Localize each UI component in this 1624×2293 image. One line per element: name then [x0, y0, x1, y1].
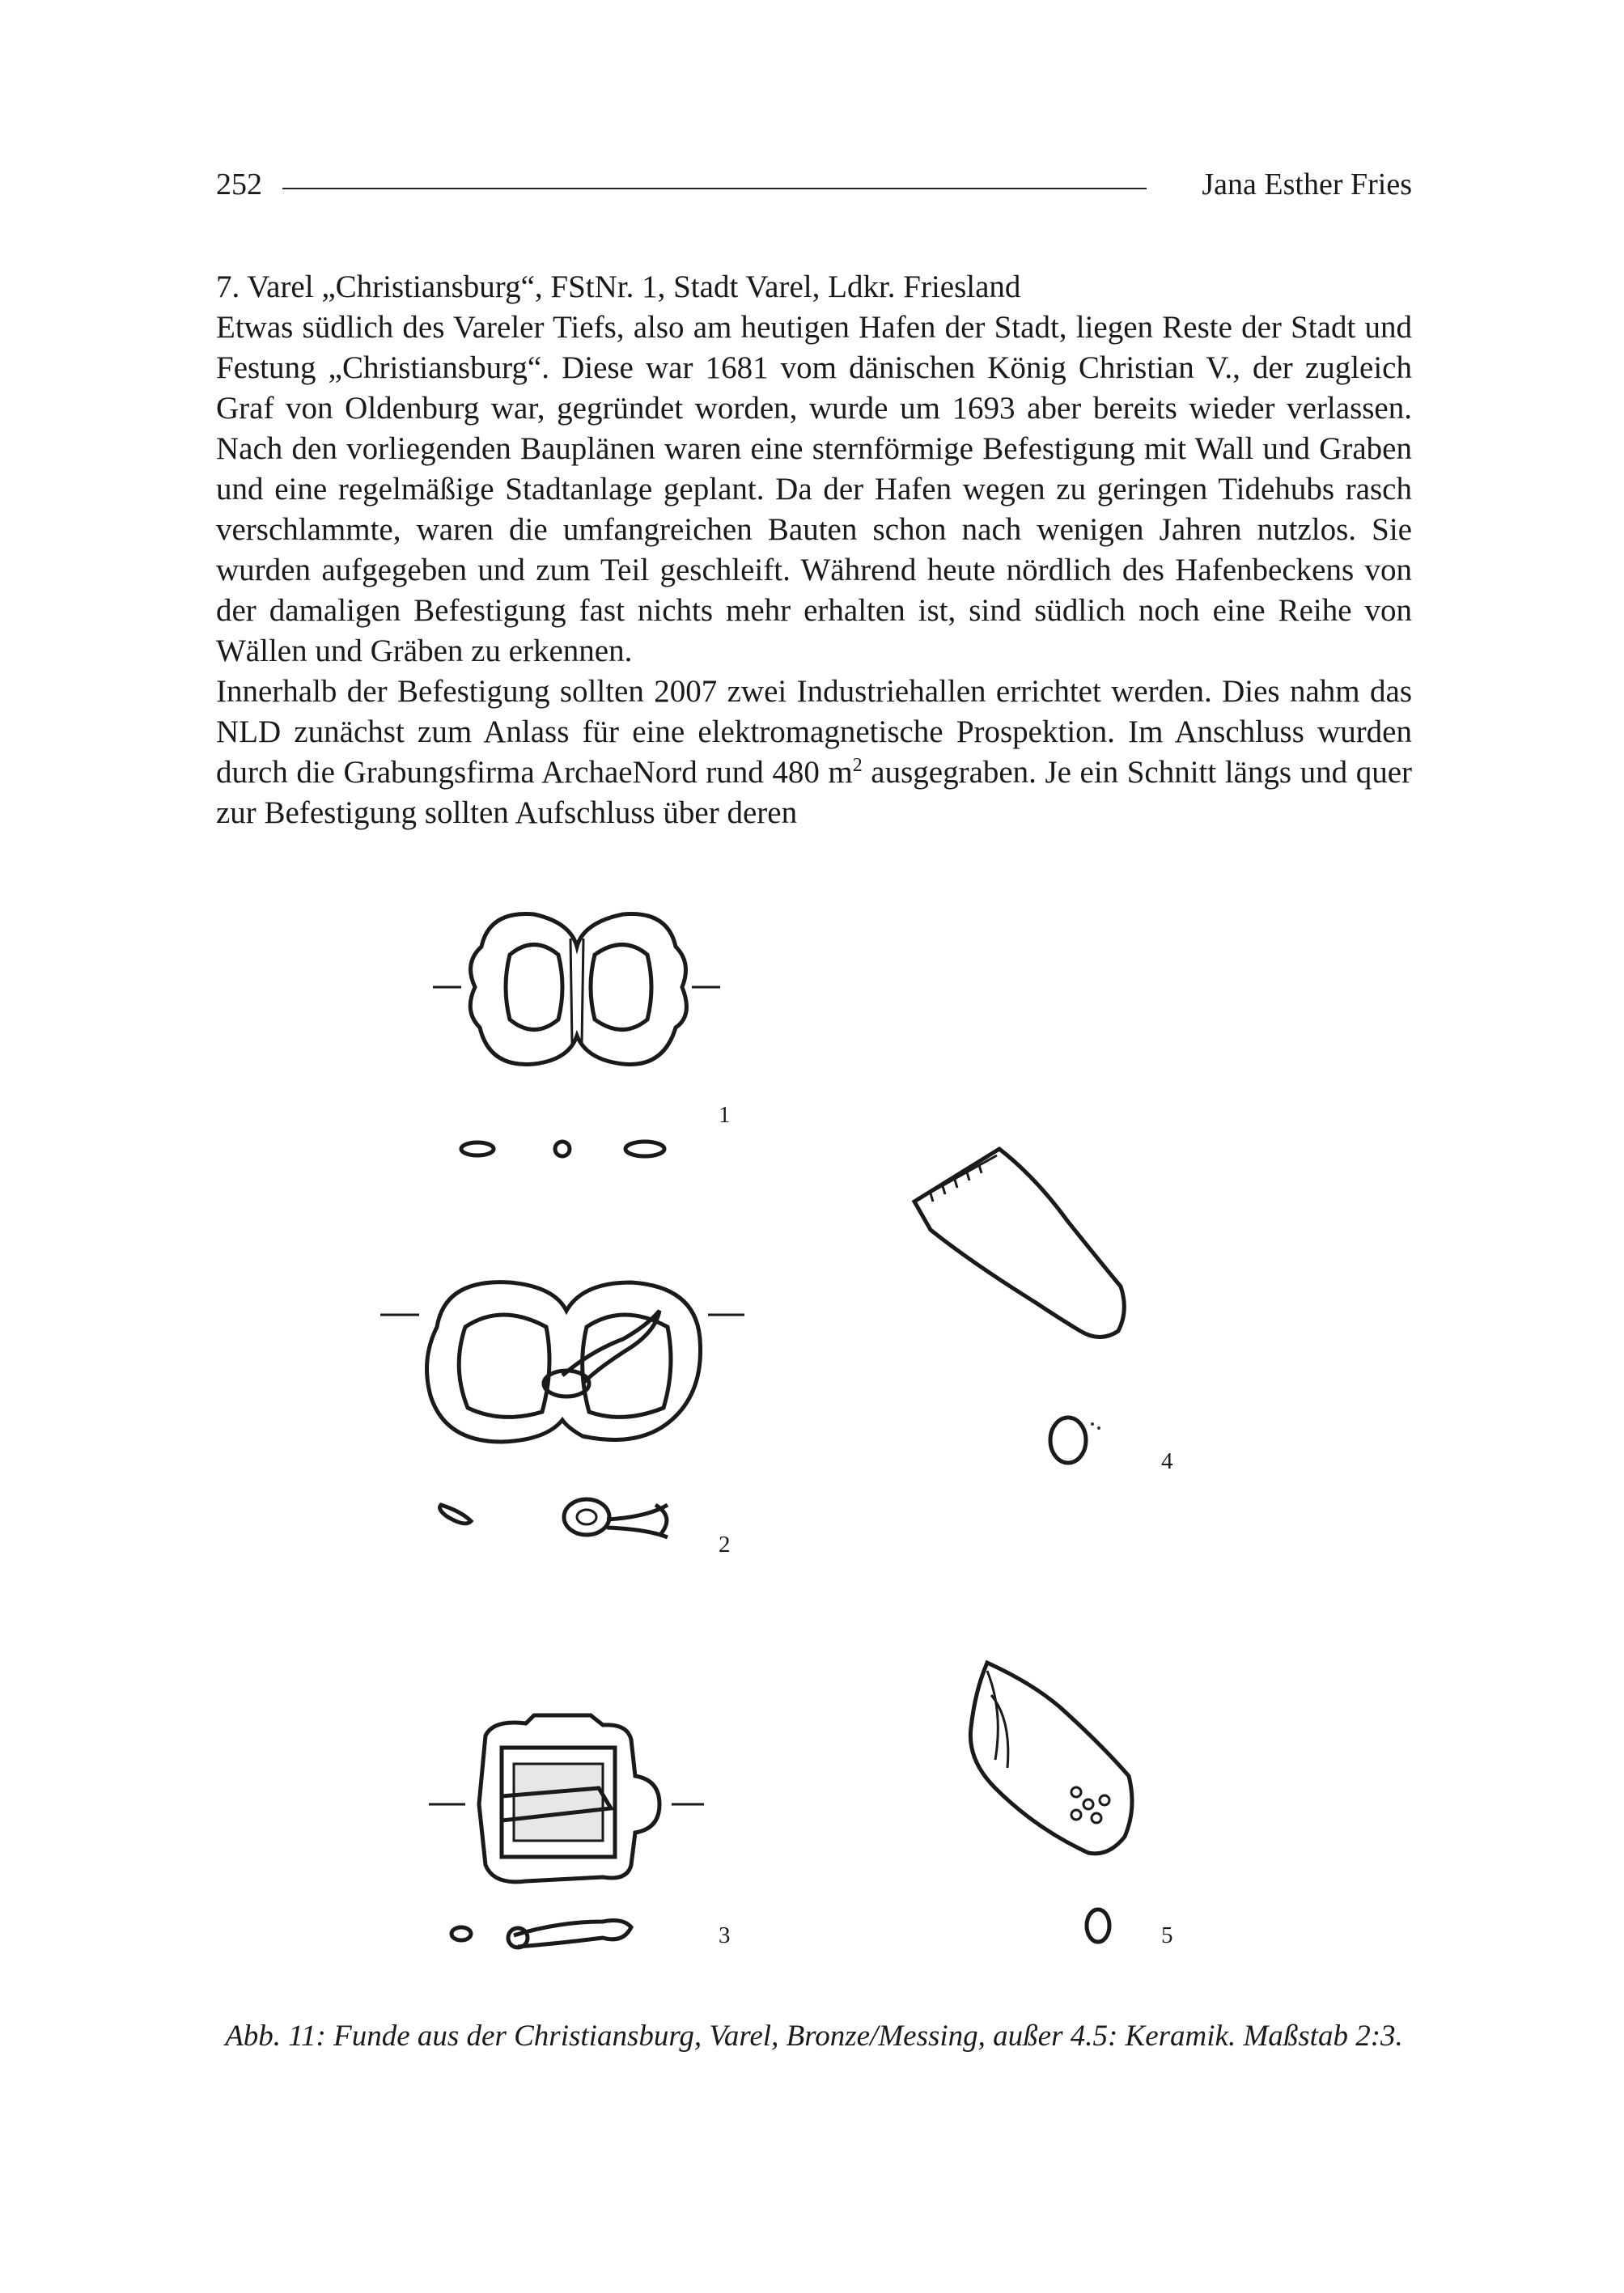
figure-label-2: 2 — [719, 1532, 731, 1558]
find-1-double-buckle-drawing — [433, 906, 724, 1173]
figure-caption: Abb. 11: Funde aus der Christiansburg, Varel, Bronze/Messing, außer 4.5: Keramik. Maßstab 2:3. — [225, 2020, 1403, 2053]
superscript-squared: 2 — [852, 755, 863, 776]
find-2-buckle-drawing — [380, 1262, 753, 1586]
figure-label-1: 1 — [719, 1102, 731, 1128]
find-3-rectangular-buckle-drawing — [429, 1715, 720, 1958]
section-title: 7. Varel „Christiansburg“, FStNr. 1, Stadt Varel, Ldkr. Friesland — [216, 269, 1021, 304]
page-number: 252 — [216, 167, 262, 201]
running-head-author: Jana Esther Fries — [1202, 167, 1412, 201]
find-4-ceramic-fragment-drawing — [906, 1149, 1181, 1473]
figure-label-5: 5 — [1161, 1922, 1173, 1948]
paragraph-history: Etwas südlich des Vareler Tiefs, also am heutigen Hafen der Stadt, liegen Reste der Stadt und Festung „Christiansburg“. Diese war 1681 vom dänischen König Christian V., der zugleich Graf von Oldenburg war, gegründet worden, wurde um 1693 aber bereits wieder verlassen. Nach den vorliegenden Bauplänen waren eine sternförmige Befestigung mit Wall und Graben und eine regelmäßige Stadtanlage geplant. Da der Hafen wegen zu geringen Tidehubs rasch verschlammte, waren die umfangreichen Bauten schon nach wenigen Jahren nutzlos. Sie wurden aufgegeben und zum Teil geschleift. Während heute nördlich des Hafenbeckens von der damaligen Befestigung fast nichts mehr erhalten ist, sind südlich noch eine Reihe von Wällen und Gräben zu erkennen. — [216, 310, 1412, 668]
find-5-ceramic-sherd-drawing — [963, 1663, 1173, 1954]
paragraph-excavation-text-end: ausgegraben. Je ein Schnitt längs und quer zur Befestigung sollten Aufschluss über deren — [216, 755, 1412, 830]
paragraph-excavation-text: Innerhalb der Befestigung sollten 2007 zwei Industriehallen errichtet werden. Dies nahm das NLD zunächst zum Anlass für eine elektromagnetische Prospektion. Im Anschluss wurden durch die Grabungsfirma ArchaeNord rund 480 m — [216, 674, 1412, 790]
figure-label-3: 3 — [719, 1922, 731, 1948]
figure-label-4: 4 — [1161, 1448, 1173, 1474]
